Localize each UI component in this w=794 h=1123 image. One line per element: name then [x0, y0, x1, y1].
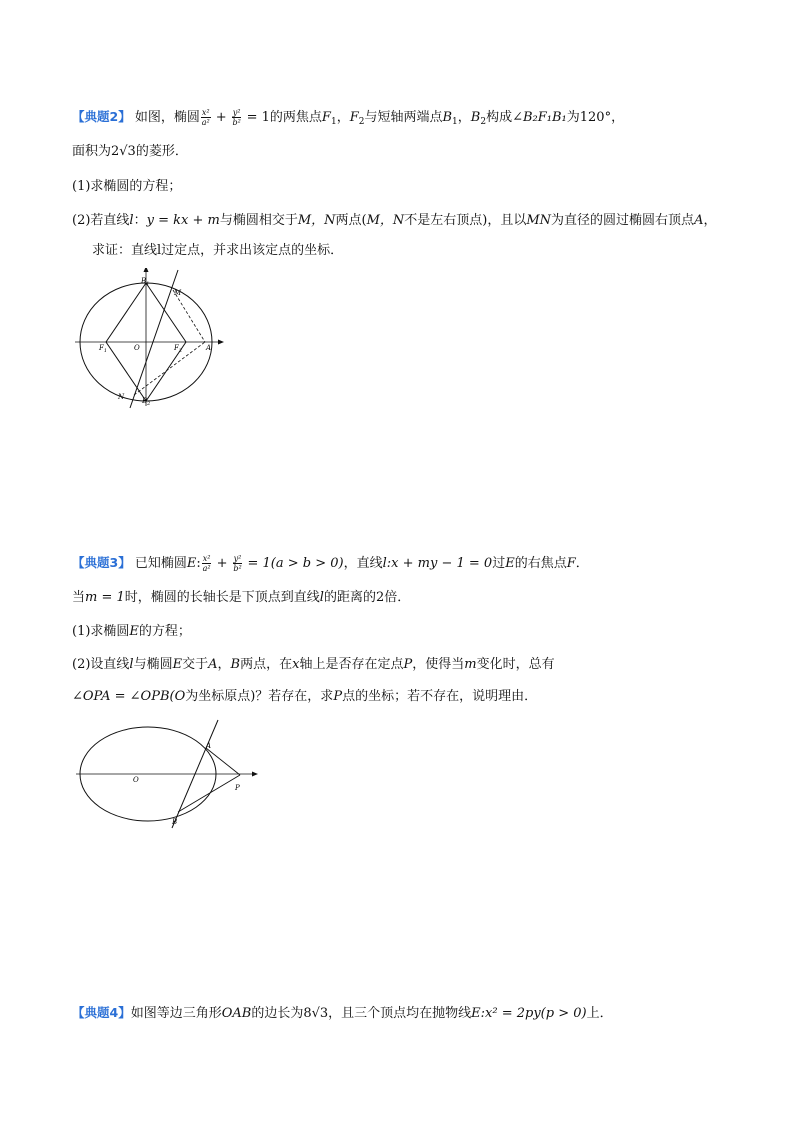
problem2-line2: 面积为2√3的菱形． [72, 144, 188, 159]
label-M: M [174, 289, 182, 297]
y-axis-arrow [144, 268, 149, 272]
problem3-question2: (2)设直线l与椭圆E交于A，B两点，在x轴上是否存在定点P，使得当m变化时，总有 [72, 657, 555, 672]
problem2-tag: 【典题2】 [72, 109, 131, 124]
fraction-x2-a2: $\frac{\text{x²}}{\text{a²}}$ [201, 108, 210, 127]
math-B: B [470, 110, 481, 125]
problem3-question2-cont: ∠OPA = ∠OPB(O为坐标原点)？若存在，求P点的坐标；若不存在，说明理由． [72, 689, 538, 704]
label-B: B [172, 818, 178, 826]
fraction-y2-b2: $\frac{\text{y²}}{\text{b²}}$ [233, 554, 242, 573]
line-l [130, 270, 178, 408]
problem3-line2: 当m = 1时，椭圆的长轴长是下顶点到直线l的距离的2倍． [72, 590, 411, 605]
label-A: A [206, 344, 212, 352]
problem2-line1: 【典题2】 如图，椭圆 $\frac{\text{x²}}{\text{a²}}$ + $\frac{\text{y²}}{\text{b²}}$ = 1的两焦点$F_1$，$F_2$与短轴两端点$B_1$，$B_2$构成∠B₂F₁B₁为120°， [72, 108, 625, 127]
math-B: B [442, 110, 453, 125]
problem2-text: 为120°， [566, 110, 625, 125]
label-O: O [134, 344, 140, 352]
problem4-line1: 【典题4】如图等边三角形OAB的边长为8√3，且三个顶点均在抛物线E:x² = 2py(p > 0)上． [72, 1005, 613, 1021]
subscript: 2 [358, 117, 365, 127]
subscript: 1 [452, 117, 458, 127]
problem2-text: 与短轴两端点 [364, 110, 443, 125]
label-F1: $F_1$ [99, 344, 108, 354]
problem3-question1: (1)求椭圆E的方程； [72, 624, 191, 639]
problem3-tag: 【典题3】 [72, 555, 131, 570]
math-F: F [349, 110, 359, 125]
problem3-figure [72, 718, 262, 830]
problem2-question2-cont: 求证：直线l过定点，并求出该定点的坐标． [92, 243, 344, 258]
comma: ， [336, 110, 350, 125]
label-B1: $B_1$ [141, 277, 150, 287]
problem2-question1: (1)求椭圆的方程； [72, 179, 182, 194]
math-F: F [321, 110, 331, 125]
fraction-y2-b2: $\frac{\text{y²}}{\text{b²}}$ [232, 108, 241, 127]
comma: ， [457, 110, 471, 125]
problem2-text: 构成∠ [486, 110, 523, 125]
label-O: O [133, 776, 139, 784]
fraction-x2-a2: $\frac{\text{x²}}{\text{a²}}$ [202, 554, 211, 573]
problem4-tag: 【典题4】 [72, 1005, 131, 1020]
problem2-figure [70, 268, 230, 410]
label-F2: $F_2$ [174, 344, 183, 354]
x-axis-arrow [252, 772, 258, 777]
label-B2: $B_2$ [142, 397, 151, 407]
label-P: P [235, 784, 240, 792]
subscript: 1 [330, 117, 337, 127]
label-N: N [118, 393, 125, 401]
subscript: 2 [480, 117, 487, 127]
label-A: A [206, 742, 212, 750]
problem2-text: 如图，椭圆 [134, 110, 200, 125]
segment-BP [178, 775, 240, 812]
problem3-line1: 【典题3】 已知椭圆E: $\frac{\text{x²}}{\text{a²}}$ + $\frac{\text{y²}}{\text{b²}}$ = 1(a > b > 0)，直线l:x + my − 1 = 0过E的右焦点F． [72, 554, 589, 573]
problem2-question2: (2)若直线l：y = kx + m与椭圆相交于M，N两点(M，N不是左右顶点)，且以MN为直径的圆过椭圆右顶点A， [72, 213, 717, 228]
angle-label: B₂F₁B₁ [523, 110, 567, 125]
x-axis-arrow [218, 340, 224, 345]
problem2-text: = 1的两焦点 [242, 110, 322, 125]
segment-NA [134, 342, 205, 395]
segment-AP [206, 748, 240, 775]
